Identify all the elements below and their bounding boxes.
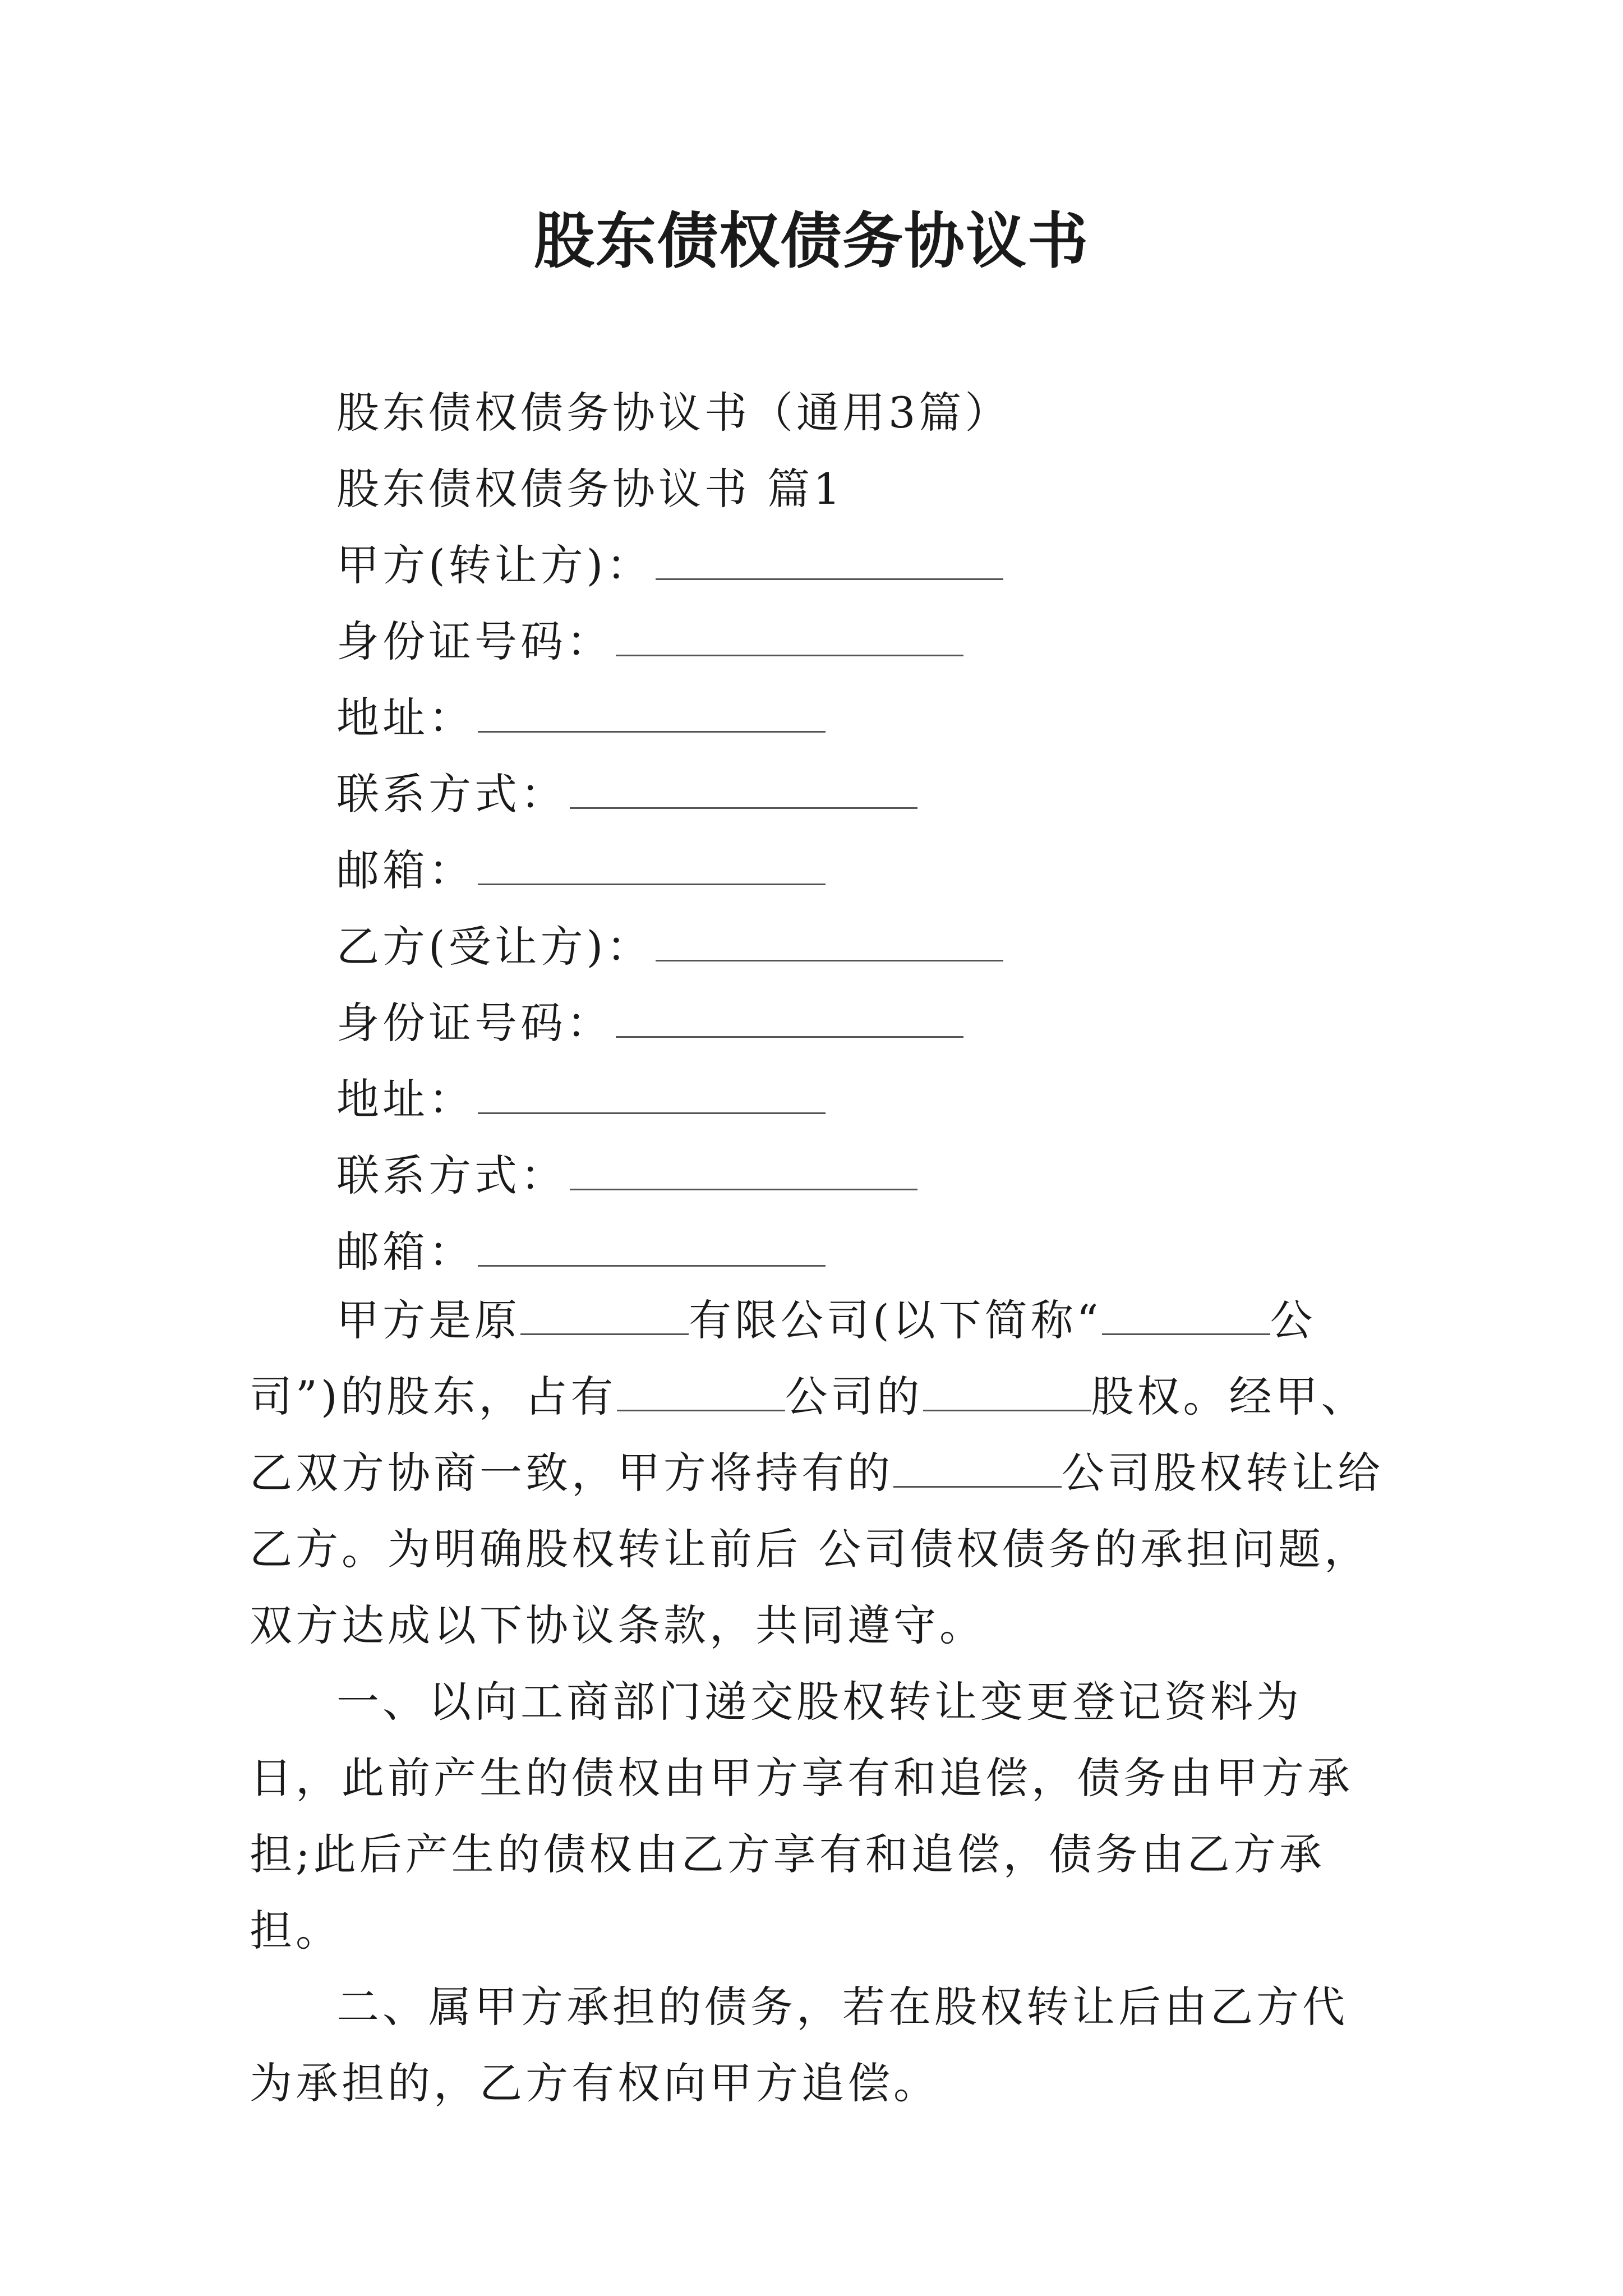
agreement-body bbox=[250, 1282, 1388, 2122]
subtitle: 股东债权债务协议书（通用3篇） bbox=[336, 388, 1011, 438]
party-a-contact-blank bbox=[570, 774, 917, 809]
clause-1-text: 一、以向工商部门递交股权转让变更登记资料为日，此前产生的债权由甲方享有和追偿，债务由甲方承担;此后产生的债权由乙方享有和追偿，债务由乙方承担。 bbox=[250, 1677, 1353, 1955]
clause-1 bbox=[250, 1664, 1388, 1969]
intro-paragraph bbox=[250, 1282, 1388, 1664]
party-a-id-label: 身份证号码： bbox=[336, 616, 612, 666]
party-b-address-label: 地址： bbox=[336, 1074, 474, 1124]
intro-text-5: 股权。经甲、乙双方协商一致，甲方将持有的 bbox=[250, 1372, 1367, 1498]
company-blank-2 bbox=[617, 1376, 785, 1411]
header-fields bbox=[336, 375, 1458, 1290]
company-blank-3 bbox=[893, 1452, 1062, 1488]
party-b-contact-field bbox=[336, 1138, 1458, 1214]
clause-2-text: 二、属甲方承担的债务，若在股权转让后由乙方代为承担的，乙方有权向甲方追偿。 bbox=[250, 1982, 1348, 2108]
intro-text-4: 公司的 bbox=[785, 1372, 923, 1421]
party-b-email-blank bbox=[478, 1231, 826, 1267]
party-a-contact-field bbox=[336, 756, 1458, 832]
party-b-email-label: 邮箱： bbox=[336, 1227, 474, 1277]
party-a-blank bbox=[656, 545, 1003, 580]
share-percent-blank bbox=[923, 1376, 1091, 1411]
party-a-label: 甲方(转让方)： bbox=[336, 540, 653, 590]
party-b-id-field bbox=[336, 985, 1458, 1061]
party-b-address-blank bbox=[478, 1079, 826, 1114]
party-a-email-blank bbox=[478, 850, 826, 885]
intro-text-6: 公司股权转让给乙方。为明确股权转让前后 公司债权债务的承担问题，双方达成以下协议条款，共同遵守。 bbox=[250, 1448, 1384, 1650]
party-a-id-blank bbox=[616, 621, 963, 656]
party-a-contact-label: 联系方式： bbox=[336, 769, 566, 819]
intro-text-3: 公司”)的股东，占有 bbox=[250, 1295, 1316, 1421]
party-a-address-blank bbox=[478, 697, 826, 733]
party-a-email-field bbox=[336, 832, 1458, 909]
party-b-address-field bbox=[336, 1061, 1458, 1138]
intro-text-2: 有限公司(以下简称“ bbox=[689, 1295, 1102, 1345]
party-b-label: 乙方(受让方)： bbox=[336, 922, 653, 972]
party-a-address-field bbox=[336, 680, 1458, 756]
party-b-contact-blank bbox=[570, 1155, 917, 1190]
section-heading: 股东债权债务协议书 篇1 bbox=[336, 464, 844, 514]
party-b-id-label: 身份证号码： bbox=[336, 998, 612, 1048]
party-a-field bbox=[336, 527, 1458, 604]
party-b-field bbox=[336, 909, 1458, 985]
company-name-blank bbox=[520, 1300, 689, 1335]
party-b-id-blank bbox=[616, 1002, 963, 1038]
intro-text-1: 甲方是原 bbox=[336, 1295, 520, 1345]
party-b-blank bbox=[656, 926, 1003, 961]
clause-2 bbox=[250, 1969, 1388, 2122]
party-b-contact-label: 联系方式： bbox=[336, 1151, 566, 1200]
document-title: 股东债权债务协议书 bbox=[533, 206, 1089, 277]
party-b-email-field bbox=[336, 1214, 1458, 1290]
company-short-blank bbox=[1102, 1300, 1270, 1335]
party-a-email-label: 邮箱： bbox=[336, 845, 474, 895]
party-a-id-field bbox=[336, 604, 1458, 680]
party-a-address-label: 地址： bbox=[336, 693, 474, 743]
